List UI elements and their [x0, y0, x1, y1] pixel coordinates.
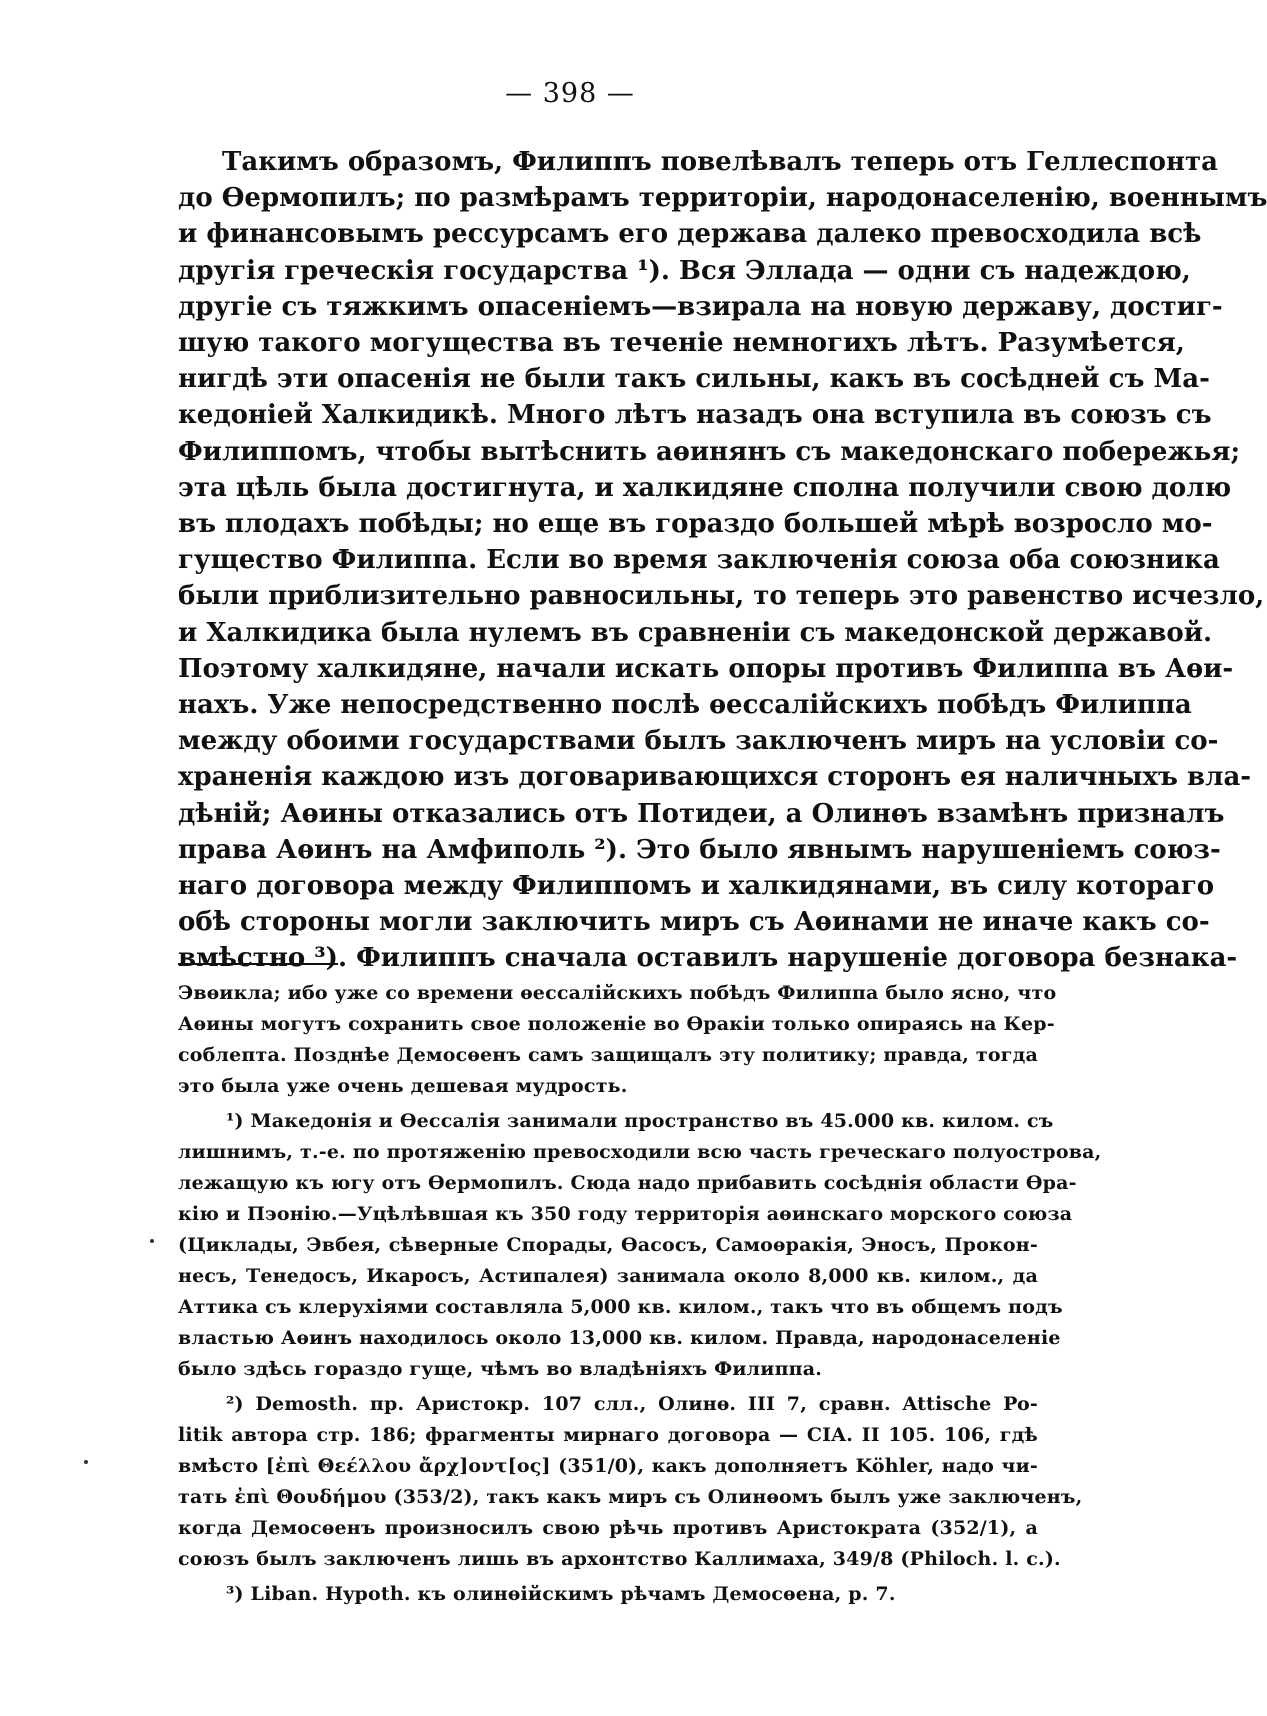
- scan-speck: [150, 1239, 154, 1243]
- text-line: другіе съ тяжкимъ опасеніемъ—взирала на новую державу, достиг-: [178, 291, 1223, 322]
- text-line: между обоими государствами былъ заключенъ миръ на условіи со-: [178, 726, 1219, 757]
- text-line: обѣ стороны могли заключить миръ съ Аѳинами не иначе какъ со-: [178, 907, 1210, 938]
- text-line: гущество Филиппа. Если во время заключенія союза оба союзника: [178, 545, 1220, 576]
- footnote-2: [178, 1389, 1083, 1575]
- text-line: шую такого могущества въ теченіе немногихъ лѣтъ. Разумѣется,: [178, 328, 1185, 359]
- footnote-line: Аѳины могутъ сохранить свое положеніе во Ѳракіи только опираясь на Кер-: [178, 1013, 1055, 1035]
- footnote-3: [178, 1579, 1038, 1610]
- text-line: наго договора между Филиппомъ и халкидянами, въ силу котораго: [178, 871, 1215, 902]
- footnote-line: Аттика съ клерухіями составляла 5,000 кв. килом., такъ что въ общемъ подъ: [178, 1296, 1063, 1318]
- footnote-line: Эвѳикла; ибо уже со времени ѳессалійскихъ побѣдъ Филиппа было ясно, что: [178, 982, 1057, 1004]
- text-line: другія греческія государства ¹). Вся Эллада — одни съ надеждою,: [178, 255, 1191, 286]
- footnote-separator: [178, 963, 338, 965]
- footnote-line: когда Демосѳенъ произносилъ свою рѣчь противъ Аристократа (352/1), а: [178, 1517, 1038, 1539]
- text-line: до Ѳермопилъ; по размѣрамъ территоріи, народонаселенію, военнымъ: [178, 183, 1267, 214]
- footnote-line: несъ, Тенедосъ, Икаросъ, Астипалея) занимала около 8,000 кв. килом., да: [178, 1265, 1038, 1287]
- footnote-line: ²) Demosth. пр. Аристокр. 107 слл., Олинѳ. III 7, сравн. Attische Po-: [226, 1393, 1038, 1415]
- text-line: нигдѣ эти опасенія не были такъ сильны, какъ въ сосѣдней съ Ма-: [178, 364, 1210, 395]
- footnote-line: кію и Пэонію.—Уцѣлѣвшая къ 350 году территорія аѳинскаго морского союза: [178, 1203, 1073, 1225]
- scan-speck: [84, 1460, 88, 1464]
- text-line: и Халкидика была нулемъ въ сравненіи съ македонской державой.: [178, 617, 1213, 648]
- text-line: права Аѳинъ на Амфиполь ²). Это было явнымъ нарушеніемъ союз-: [178, 834, 1221, 865]
- text-line: были приблизительно равносильны, то теперь это равенство исчезло,: [178, 581, 1265, 612]
- footnote-line: это была уже очень дешевая мудрость.: [178, 1075, 628, 1097]
- text-line: нахъ. Уже непосредственно послѣ ѳессалійскихъ побѣдъ Филиппа: [178, 690, 1192, 721]
- footnote-line: тать ἐπὶ Θουδήμου (353/2), такъ какъ миръ съ Олинѳомъ былъ уже заключенъ,: [178, 1486, 1083, 1508]
- footnote-line: властью Аѳинъ находилось около 13,000 кв. килом. Правда, народонаселеніе: [178, 1327, 1061, 1349]
- text-line: Филиппомъ, чтобы вытѣснить аѳинянъ съ македонскаго побережья;: [178, 436, 1241, 467]
- text-line: Поэтому халкидяне, начали искать опоры противъ Филиппа въ Аѳи-: [178, 653, 1234, 684]
- page-number: — 398 —: [505, 78, 635, 109]
- footnote-line: союзъ былъ заключенъ лишь въ архонтство Каллимаха, 349/8 (Philoch. l. c.).: [178, 1548, 1061, 1570]
- text-line: храненія каждою изъ договаривающихся сторонъ ея наличныхъ вла-: [178, 762, 1252, 793]
- text-line: дѣній; Аѳины отказались отъ Потидеи, а Олинѳъ взамѣнъ призналъ: [178, 798, 1225, 829]
- footnote-line: соблепта. Позднѣе Демосѳенъ самъ защищалъ эту политику; правда, тогда: [178, 1044, 1038, 1066]
- footnote-line: лишнимъ, т.-е. по протяженію превосходили всю часть греческаго полуострова,: [178, 1141, 1102, 1163]
- footnote-line: litik автора стр. 186; фрагменты мирнаго договора — CIA. II 105. 106, гдѣ: [178, 1424, 1038, 1446]
- footnote-line: было здѣсь гораздо гуще, чѣмъ во владѣніяхъ Филиппа.: [178, 1358, 823, 1380]
- text-line: кедоніей Халкидикѣ. Много лѣтъ назадъ она вступила въ союзъ съ: [178, 400, 1212, 431]
- text-line: и финансовымъ рессурсамъ его держава далеко превосходила всѣ: [178, 219, 1202, 250]
- footnote-line: (Циклады, Эвбея, сѣверные Спорады, Ѳасосъ, Самоѳракія, Эносъ, Прокон-: [178, 1234, 1038, 1256]
- text-line: Такимъ образомъ, Филиппъ повелѣвалъ теперь отъ Геллеспонта: [222, 147, 1219, 177]
- footnote-continuation: [178, 978, 1057, 1102]
- footnote-line: лежащую къ югу отъ Ѳермопилъ. Сюда надо прибавить сосѣднія области Ѳра-: [178, 1172, 1077, 1194]
- footnote-line: ¹) Македонія и Ѳессалія занимали пространство въ 45.000 кв. килом. съ: [226, 1110, 1054, 1132]
- footnote-1: [178, 1106, 1102, 1385]
- text-line: эта цѣль была достигнута, и халкидяне сполна получили свою долю: [178, 472, 1232, 503]
- text-line: въ плодахъ побѣды; но еще въ гораздо большей мѣрѣ возросло мо-: [178, 509, 1213, 540]
- footnote-line: ³) Liban. Hypoth. къ олинѳійскимъ рѣчамъ Демосѳена, p. 7.: [226, 1583, 896, 1605]
- main-paragraph: [178, 144, 1267, 977]
- footnotes: [178, 978, 1102, 1610]
- footnote-line: вмѣсто [ἐπὶ Θεέλλου ἄρχ]οντ[ος] (351/0), какъ дополняетъ Köhler, надо чи-: [178, 1455, 1038, 1477]
- text-line: вмѣстно ³). Филиппъ сначала оставилъ нарушеніе договора безнака-: [178, 943, 1238, 974]
